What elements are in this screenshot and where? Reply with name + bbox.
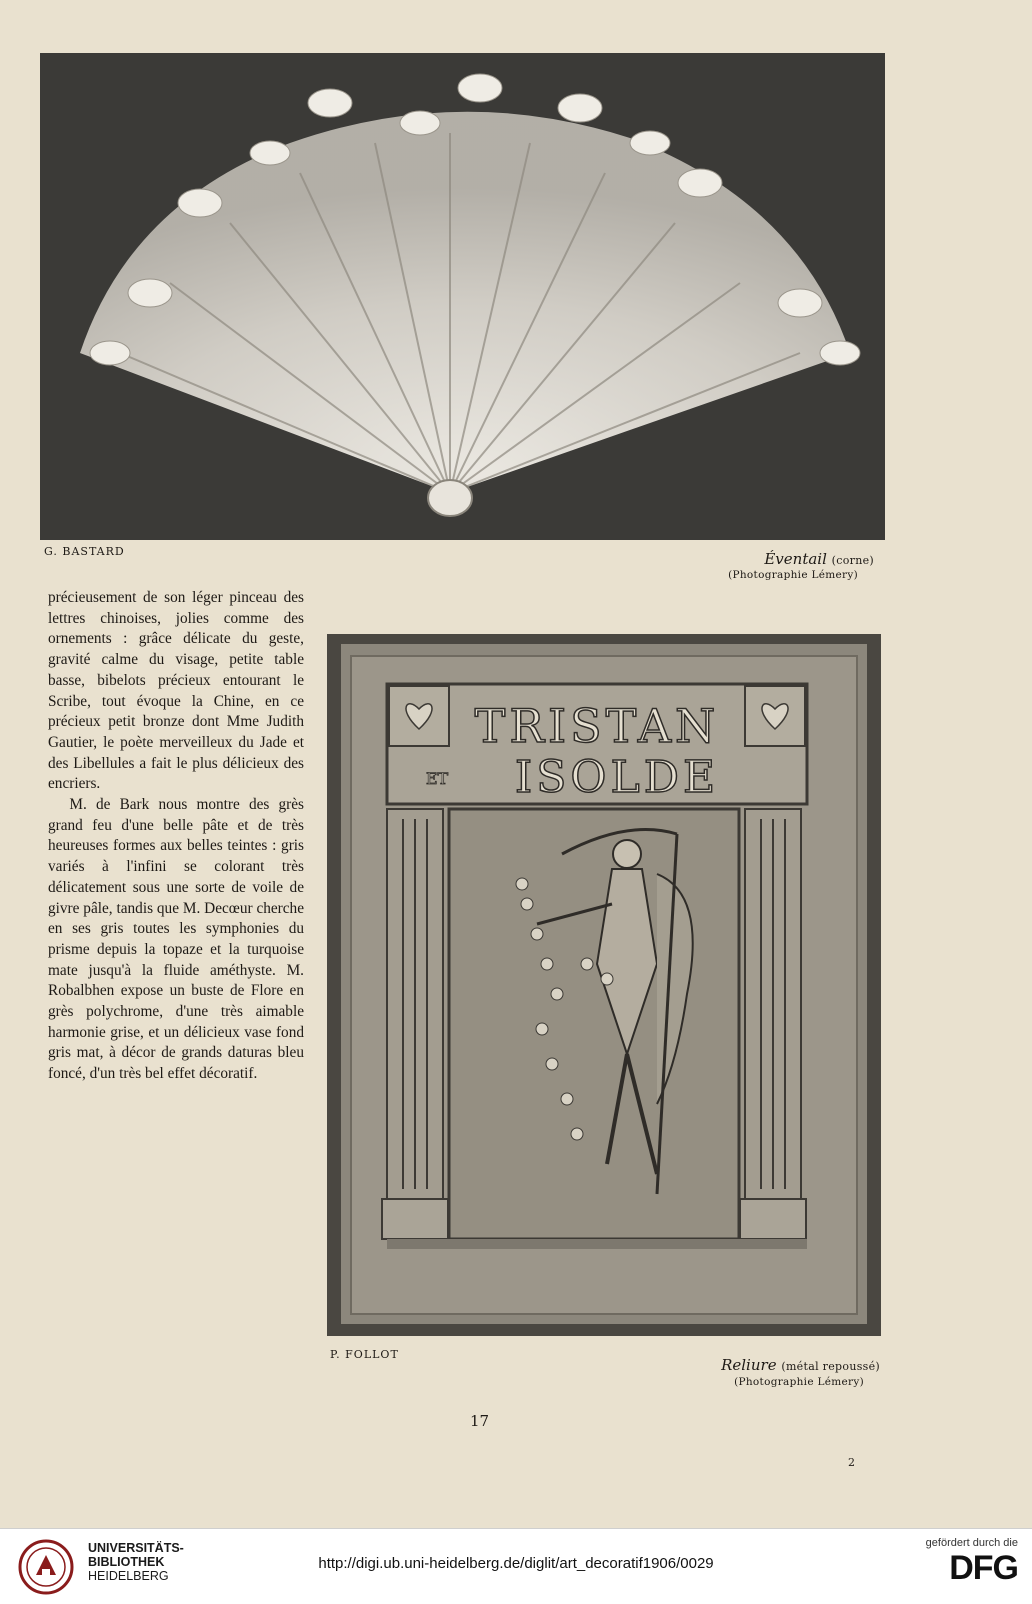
article-text [48, 588, 304, 1085]
library-name-line-1: UNIVERSITÄTS- [88, 1541, 184, 1555]
binding-photograph [327, 634, 881, 1336]
fan-artist-caption: G. BASTARD [44, 545, 125, 558]
binding-illustration [327, 634, 881, 1336]
fan-material: (corne) [831, 554, 874, 567]
sponsor-label: gefördert durch die [925, 1537, 1018, 1549]
library-name-line-2: BIBLIOTHEK [88, 1555, 165, 1569]
paragraph-2: M. de Bark nous montre des grès grand feu d'une belle pâte et de très heureuses formes aux belles teintes : gris variés à l'infini se colorant très délicatement sous une sorte de voile de givre pâle, tandis que M. Decœur cherche en ses gris toutes les symphonies du prisme depuis la topaze et la turquoise mate jusqu'à la fluide améthyste. M. Robalbhen expose un buste de Flore en grès polychrome, d'une très aimable harmonie grise, et un délicieux vase fond gris mat, à décor de grands daturas bleu foncé, d'un très bel effet décoratif. [48, 796, 304, 1083]
signature-mark: 2 [848, 1456, 855, 1469]
binding-title-caption [580, 1356, 880, 1374]
binding-photo-credit: (Photographie Lémery) [734, 1376, 864, 1388]
inscription-isolde: ISOLDE [514, 752, 720, 803]
binding-artist-caption: P. FOLLOT [330, 1348, 399, 1361]
fan-illustration [40, 53, 885, 540]
inscription-et: ET [425, 769, 449, 788]
fan-title-caption [574, 550, 874, 568]
binding-title: Reliure [721, 1356, 777, 1374]
fan-photograph [40, 53, 885, 540]
dfg-sponsor[interactable] [926, 1537, 1018, 1587]
inscription-tristan: TRISTAN [474, 699, 720, 753]
library-name-line-3: HEIDELBERG [88, 1569, 169, 1583]
fan-photo-credit: (Photographie Lémery) [728, 569, 858, 581]
paragraph-1: précieusement de son léger pinceau des lettres chinoises, jolies comme des ornements : grâce délicate du geste, gravité calme du visage, petite table basse, bibelots précieux entourant le Scribe, tout évoque la Chine, en ce précieux petit bronze dont Mme Judith Gautier, le poète merveilleux du Jade et des Libellules a fait le plus délicieux des encriers. [48, 589, 304, 793]
binding-material: (métal repoussé) [781, 1360, 880, 1373]
digital-copy-url[interactable]: http://digi.ub.uni-heidelberg.de/diglit/art_decoratif1906/0029 [318, 1555, 714, 1572]
digitization-footer [0, 1528, 1032, 1604]
fan-title: Éventail [764, 550, 827, 568]
dfg-logo: DFG [949, 1549, 1018, 1587]
page-number: 17 [470, 1412, 490, 1430]
